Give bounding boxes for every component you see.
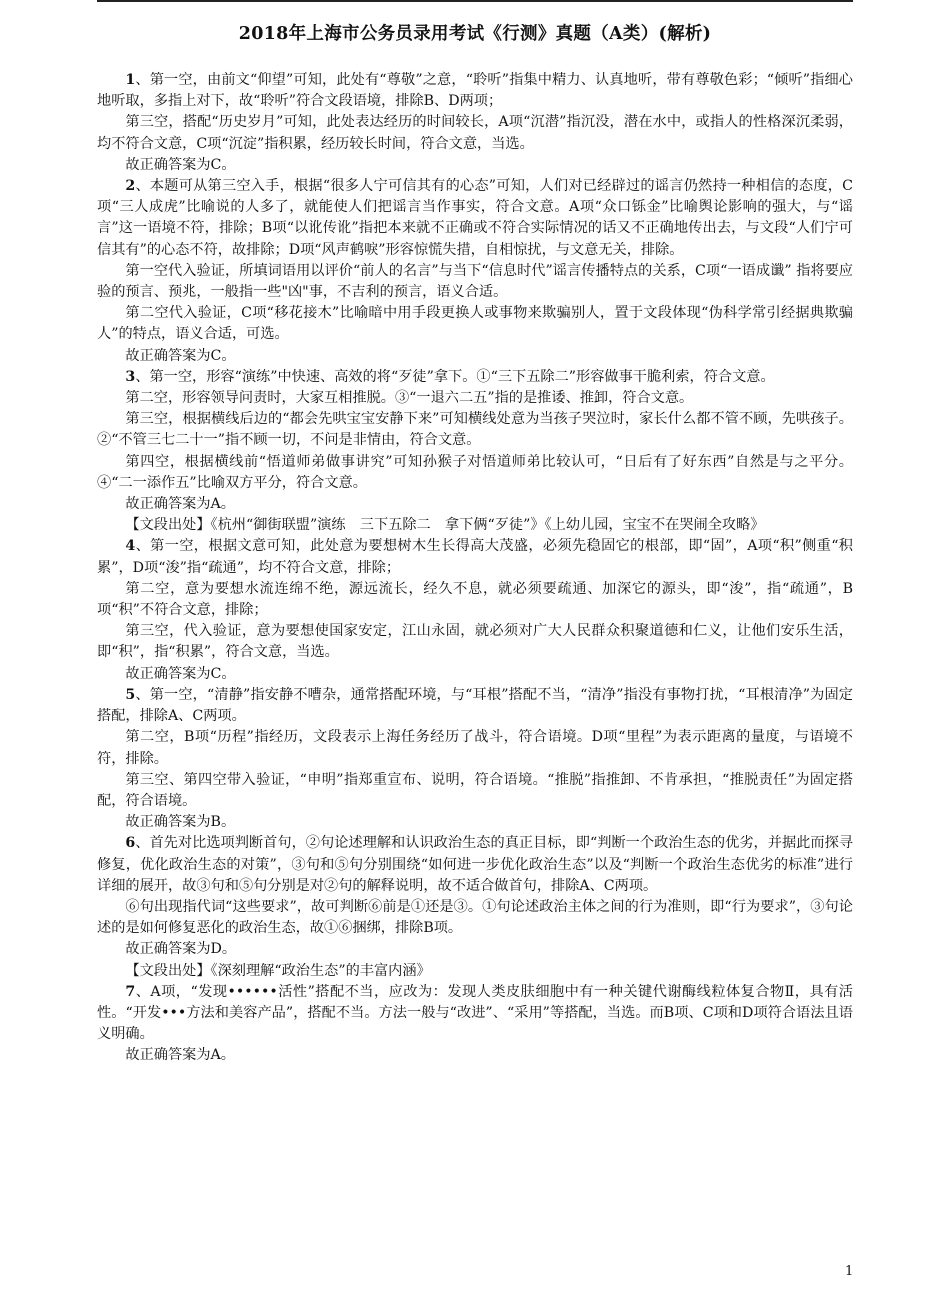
question-number: 7	[125, 983, 136, 1000]
paragraph-text: 、本题可从第三空入手，根据“很多人宁可信其有的心态”可知，人们对已经辟过的谣言仍然持一种相信的态度，C项“三人成虎”比喻说的人多了，就能使人们把谣言当作事实，符合文意。A项“众口铄金”比喻舆论影响的强大，与“谣言”这一语境不符，排除；B项“以讹传讹”指把本来就不正确或不符合实际情况的话又不正确地传出去，与文段“人们宁可信其有”的心态不符，故排除；D项“风声鹤唳”形容惊慌失措，自相惊扰，与文意无关，排除。	[97, 178, 853, 258]
paragraph	[97, 409, 853, 451]
document-body	[97, 70, 853, 1067]
paragraph-text: 第二空，B项“历程”指经历，文段表示上海任务经历了战斗，符合语境。D项“里程”为表示距离的量度，与语境不符，排除。	[97, 729, 853, 767]
paragraph-text: 故正确答案为D。	[125, 941, 237, 958]
paragraph	[97, 727, 853, 769]
question-number: 6	[125, 835, 136, 852]
page-title: 2018年上海市公务员录用考试《行测》真题（A类）(解析)	[238, 24, 712, 44]
question-number: 4	[125, 538, 136, 555]
paragraph-text: 第四空，根据横线前“悟道师弟做事讲究”可知孙猴子对悟道师弟比较认可，“日后有了好东西”自然是与之平分。④“二一添作五”比喻双方平分，符合文意。	[97, 453, 853, 491]
paragraph	[97, 515, 853, 536]
top-rule	[97, 0, 853, 2]
paragraph	[97, 494, 853, 515]
paragraph-text: 第一空代入验证，所填词语用以评价“前人的名言”与当下“信息时代”谣言传播特点的关系，C项“一语成谶” 指将要应验的预言、预兆，一般指一些"凶"事，不吉利的预言，语义合适。	[97, 262, 853, 301]
paragraph-text: 故正确答案为B。	[125, 814, 236, 831]
paragraph	[97, 939, 853, 960]
paragraph-text: 第二空，形容领导问责时，大家互相推脱。③“一退六二五”指的是推诿、推卸，符合文意。	[125, 390, 694, 407]
paragraph-text: 、第一空，根据文意可知，此处意为要想树木生长得高大茂盛，必须先稳固它的根部，即“固”，A项“积”侧重“积累”，D项“浚”指“疏通”，均不符合文意，排除；	[97, 538, 853, 576]
paragraph-text: 、首先对比选项判断首句，②句论述理解和认识政治生态的真正目标，即“判断一个政治生态的优劣，并据此而探寻修复，优化政治生态的对策”，③句和⑤句分别围绕“如何进一步优化政治生态”以及“判断一个政治生态优劣的标准”进行详细的展开，故③句和⑤句分别是对②句的解释说明，故不适合做首句，排除A、C两项。	[97, 835, 853, 894]
paragraph-text: 、第一空，“清静”指安静不嘈杂，通常搭配环境，与“耳根”搭配不当，“清净”指没有事物打扰，“耳根清净”为固定搭配，排除A、C两项。	[97, 686, 853, 725]
paragraph	[97, 452, 853, 494]
paragraph	[97, 303, 853, 345]
paragraph-text: 故正确答案为C。	[125, 156, 236, 173]
paragraph	[97, 961, 853, 982]
paragraph	[97, 664, 853, 685]
paragraph	[97, 155, 853, 176]
paragraph	[97, 579, 853, 621]
paragraph-text: 第三空、第四空带入验证，“申明”指郑重宣布、说明，符合语境。“推脱”指推卸、不肯承担，“推脱责任”为固定搭配，符合语境。	[97, 771, 853, 809]
paragraph	[97, 176, 853, 261]
question-number: 3	[125, 368, 136, 385]
paragraph	[97, 346, 853, 367]
paragraph	[97, 261, 853, 303]
paragraph	[97, 536, 853, 578]
paragraph-text: 第三空，根据横线后边的“都会先哄宝宝安静下来”可知横线处意为当孩子哭泣时，家长什么都不管不顾，先哄孩子。②“不管三七二十一”指不顾一切，不问是非情由，符合文意。	[97, 411, 853, 449]
page-number: 1	[845, 1264, 854, 1279]
paragraph-text: 第二空代入验证，C项“移花接木”比喻暗中用手段更换人或事物来欺骗别人，置于文段体现“伪科学常引经据典欺骗人”的特点，语义合适，可选。	[97, 305, 853, 343]
paragraph	[97, 812, 853, 833]
paragraph	[97, 770, 853, 812]
paragraph	[97, 685, 853, 727]
paragraph-text: 故正确答案为A。	[125, 1047, 235, 1064]
paragraph-text: 故正确答案为A。	[125, 496, 235, 513]
question-number: 1	[125, 72, 136, 88]
paragraph	[97, 388, 853, 409]
question-number: 5	[125, 686, 136, 703]
paragraph-text: 故正确答案为C。	[125, 665, 236, 682]
paragraph	[97, 1045, 853, 1066]
paragraph-text: 【文段出处】《杭州“御街联盟”演练 三下五除二 拿下俩“歹徒”》《上幼儿园，宝宝不在哭闹全攻略》	[125, 517, 765, 534]
paragraph	[97, 833, 853, 897]
paragraph-text: 【文段出处】《深刻理解“政治生态”的丰富内涵》	[125, 962, 431, 979]
paragraph	[97, 112, 853, 154]
paragraph-text: 故正确答案为C。	[125, 347, 236, 364]
paragraph	[97, 367, 853, 388]
paragraph-text: 第二空，意为要想水流连绵不绝，源远流长，经久不息，就必须要疏通、加深它的源头，即“浚”，指“疏通”，B项“积”不符合文意，排除；	[97, 580, 853, 619]
paragraph	[97, 621, 853, 663]
paragraph-text: 第三空，代入验证，意为要想使国家安定，江山永固，就必须对广大人民群众积聚道德和仁义，让他们安乐生活，即“积”，指“积累”，符合文意，当选。	[97, 623, 853, 661]
paragraph-text: ⑥句出现指代词“这些要求”，故可判断⑥前是①还是③。①句论述政治主体之间的行为准则，即“行为要求”，③句论述的是如何修复恶化的政治生态，故①⑥捆绑，排除B项。	[97, 898, 853, 937]
question-number: 2	[125, 178, 136, 195]
paragraph-text: 、A项，“发现••••••活性”搭配不当，应改为：发现人类皮肤细胞中有一种关键代谢酶线粒体复合物Ⅱ，具有活性。“开发•••方法和美容产品”，搭配不当。方法一般与“改进”、“采用”等搭配，当选。而B项、C项和D项符合语法且语义明确。	[97, 983, 853, 1043]
paragraph-text: 、第一空，由前文“仰望”可知，此处有“尊敬”之意，“聆听”指集中精力、认真地听，带有尊敬色彩；“倾听”指细心地听取，多指上对下，故“聆听”符合文段语境，排除B、D两项；	[97, 72, 853, 110]
paragraph	[97, 897, 853, 939]
paragraph	[97, 982, 853, 1046]
paragraph	[97, 70, 853, 112]
paragraph-text: 、第一空，形容“演练”中快速、高效的将“歹徒”拿下。①“三下五除二”形容做事干脆利索，符合文意。	[135, 368, 775, 385]
paragraph-text: 第三空，搭配“历史岁月”可知，此处表达经历的时间较长，A项“沉潜”指沉没，潜在水中，或指人的性格深沉柔弱，均不符合文意，C项“沉淀”指积累，经历较长时间，符合文意，当选。	[97, 114, 853, 152]
